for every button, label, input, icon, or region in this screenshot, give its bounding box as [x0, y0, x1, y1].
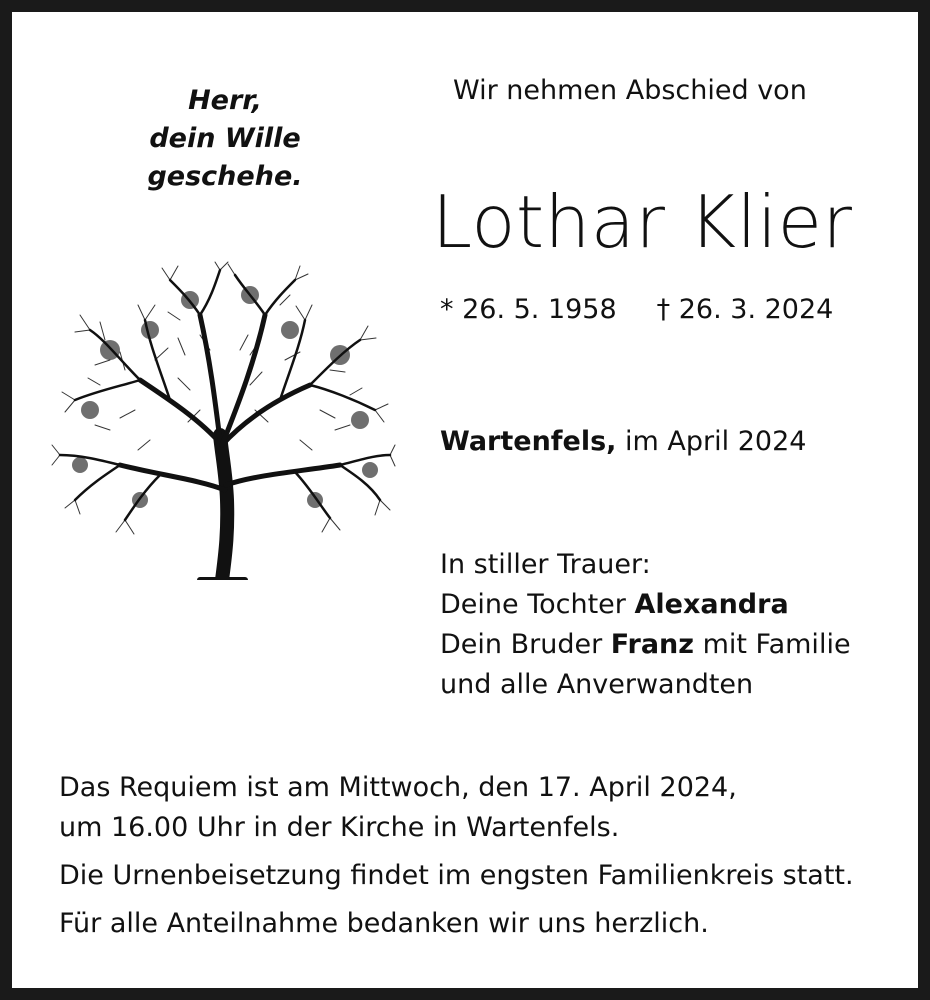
mourner-relatives: und alle Anverwandten	[440, 669, 754, 700]
requiem-line-2: um 16.00 Uhr in der Kirche in Wartenfels.	[59, 812, 620, 843]
service-notice	[59, 768, 854, 944]
mourner-daughter	[440, 585, 851, 625]
mourner-daughter-relation: Deine Tochter	[440, 589, 635, 620]
death-date: † 26. 3. 2024	[656, 294, 834, 325]
mourner-daughter-name: Alexandra	[634, 589, 789, 620]
mourners-block	[440, 545, 851, 705]
bible-verse	[130, 82, 320, 196]
verse-line-3: geschehe.	[147, 161, 303, 192]
thanks-text: Für alle Anteilnahme bedanken wir uns herzlich.	[59, 908, 709, 939]
verse-line-1: Herr,	[188, 85, 262, 116]
urn-burial-text: Die Urnenbeisetzung findet im engsten Familienkreis statt.	[59, 860, 854, 891]
place-and-date	[440, 426, 806, 457]
requiem-line-1: Das Requiem ist am Mittwoch, den 17. April 2024,	[59, 772, 737, 803]
obituary-card	[12, 12, 918, 988]
bare-tree-icon	[50, 260, 396, 580]
mourner-brother	[440, 625, 851, 665]
verse-line-2: dein Wille	[149, 123, 301, 154]
notice-date: im April 2024	[625, 426, 807, 457]
farewell-intro: Wir nehmen Abschied von	[453, 75, 807, 106]
mourners-heading: In stiller Trauer:	[440, 549, 651, 580]
life-dates	[440, 294, 833, 325]
deceased-name: Lothar Klier	[432, 180, 853, 264]
mourner-brother-family: mit Familie	[693, 629, 851, 660]
mourner-brother-relation: Dein Bruder	[440, 629, 611, 660]
place-name: Wartenfels,	[440, 426, 617, 457]
mourner-brother-name: Franz	[610, 629, 694, 660]
birth-date: * 26. 5. 1958	[440, 294, 617, 325]
